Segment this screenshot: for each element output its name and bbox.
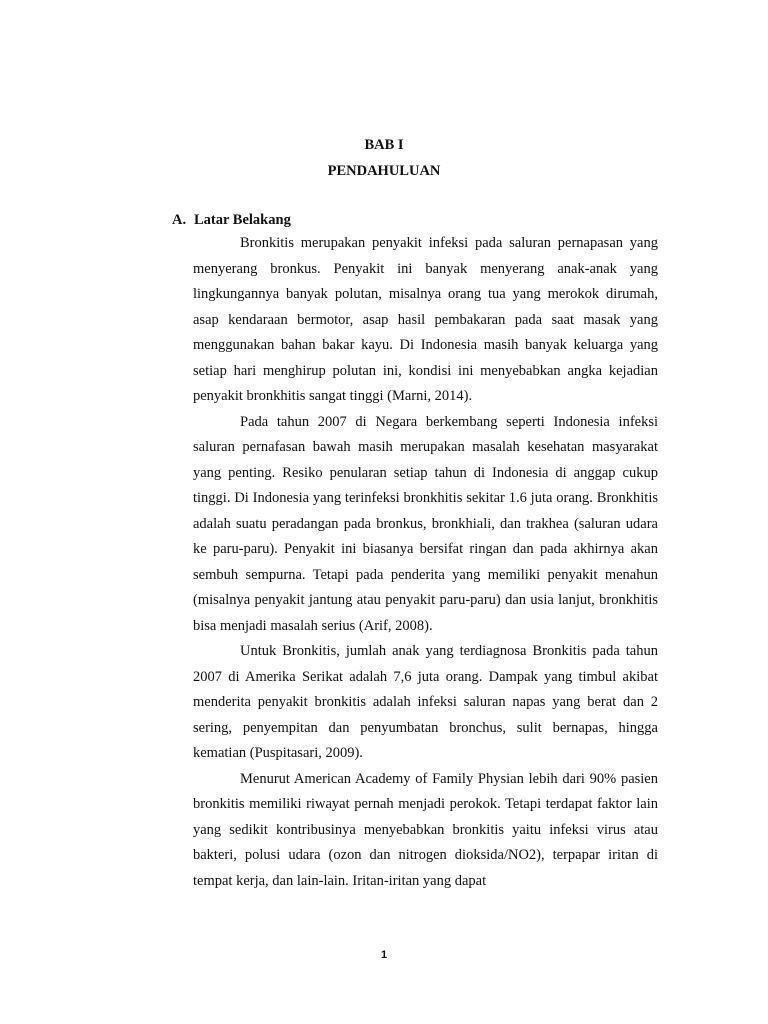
section-letter: A. <box>172 212 187 228</box>
section-title: Latar Belakang <box>194 212 291 228</box>
chapter-number: BAB I <box>364 137 404 153</box>
section-heading <box>172 212 291 229</box>
paragraph: Bronkitis merupakan penyakit infeksi pada saluran pernapasan yang menyerang bronkus. Penyakit ini banyak menyerang anak-anak yang lingkungannya banyak polutan, misalnya orang tua yang merokok dirumah, asap kendaraan bermotor, asap hasil pembakaran pada saat masak yang menggunakan bahan bakar kayu. Di Indonesia masih banyak keluarga yang setiap hari menghirup polutan ini, kondisi ini menyebabkan angka kejadian penyakit bronkhitis sangat tinggi (Marni, 2014). <box>193 235 658 404</box>
chapter-title: PENDAHULUAN <box>327 163 441 179</box>
paragraph: Untuk Bronkitis, jumlah anak yang terdiagnosa Bronkitis pada tahun 2007 di Amerika Serikat adalah 7,6 juta orang. Dampak yang timbul akibat menderita penyakit bronkitis adalah infeksi saluran napas yang berat dan 2 sering, penyempitan dan penyumbatan bronchus, sulit bernapas, hingga kematian (Puspitasari, 2009). <box>193 643 658 761</box>
paragraph: Menurut American Academy of Family Physian lebih dari 90% pasien bronkitis memiliki riwayat pernah menjadi perokok. Tetapi terdapat faktor lain yang sedikit kontribusinya menyebabkan bronkitis yaitu infeksi virus atau bakteri, polusi udara (ozon dan nitrogen dioksida/NO2), terpapar iritan di tempat kerja, dan lain-lain. Iritan-iritan yang dapat <box>193 770 658 889</box>
paragraph: Pada tahun 2007 di Negara berkembang seperti Indonesia infeksi saluran pernafasan bawah masih merupakan masalah kesehatan masyarakat yang penting. Resiko penularan setiap tahun di Indonesia di anggap cukup tinggi. Di Indonesia yang terinfeksi bronkhitis sekitar 1.6 juta orang. Bronkhitis adalah suatu peradangan pada bronkus, bronkhiali, dan trakhea (saluran udara ke paru-paru). Penyakit ini biasanya bersifat ringan dan pada akhirnya akan sembuh sempurna. Tetapi pada penderita yang memiliki penyakit menahun (misalnya penyakit jantung atau penyakit paru-paru) dan usia lanjut, bronkhitis bisa menjadi masalah serius (Arif, 2008). <box>193 413 658 634</box>
body-text <box>193 231 658 894</box>
page-number: 1 <box>380 949 388 961</box>
